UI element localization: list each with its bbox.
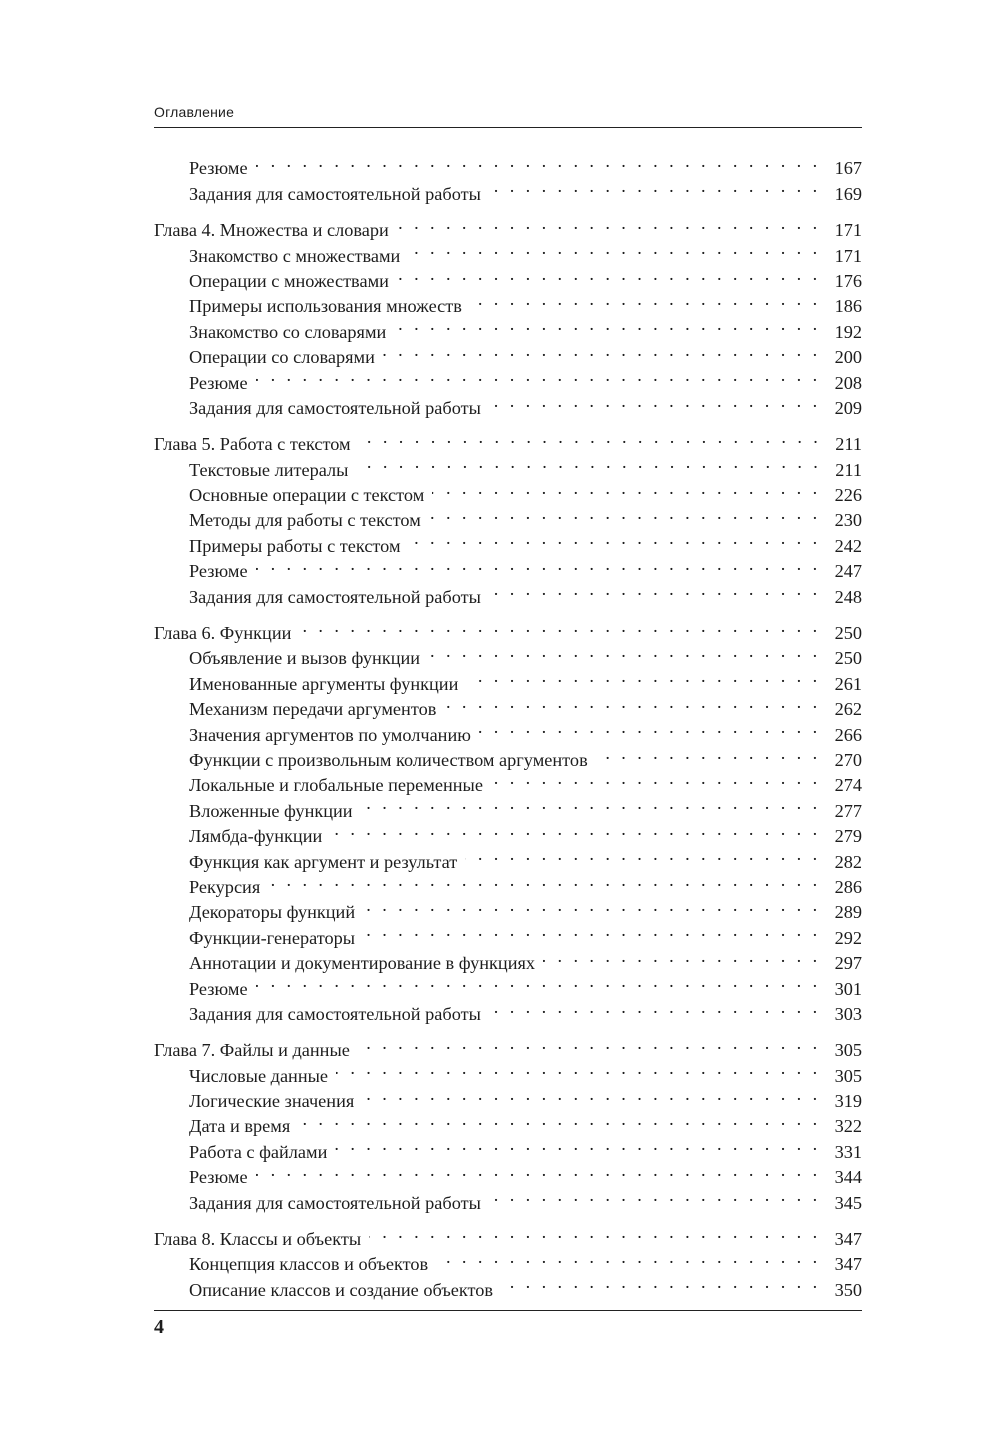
toc-entry-title: Концепция классов и объектов (189, 1252, 436, 1277)
toc-entry-title: Резюме (189, 977, 256, 1002)
dot-leader (394, 312, 820, 337)
dot-leader (470, 287, 821, 312)
toc-page-number: 305 (834, 1065, 862, 1086)
toc-entry-title: Описание классов и создание объектов (189, 1278, 501, 1303)
dot-leader (369, 1220, 820, 1245)
dot-leader (336, 1056, 821, 1081)
toc-page-number: 230 (834, 510, 862, 531)
toc-page-number: 277 (834, 800, 862, 821)
dot-leader (359, 425, 822, 450)
toc-entry (154, 389, 862, 418)
dot-leader (489, 995, 821, 1020)
toc-entry-title: Значения аргументов по умолчанию (189, 723, 479, 748)
toc-page-number: 171 (834, 220, 862, 241)
toc-entry-title: Знакомство с множествами (189, 244, 408, 269)
toc-entry (154, 363, 862, 393)
header-rule (154, 127, 862, 128)
dot-leader (489, 389, 821, 414)
toc-entry-title: Резюме (189, 371, 256, 396)
dot-leader (429, 501, 821, 526)
dot-leader (491, 766, 821, 791)
toc-page-number: 331 (834, 1141, 862, 1162)
dot-leader (256, 363, 821, 388)
toc-page-number: 250 (834, 623, 862, 644)
dot-leader (596, 741, 821, 766)
dot-leader (501, 1270, 821, 1295)
toc-page-number: 345 (834, 1192, 862, 1213)
toc-page-number: 347 (834, 1229, 862, 1250)
toc-page-number: 211 (835, 434, 862, 455)
toc-entry-title: Функции-генераторы (189, 926, 363, 951)
dot-leader (466, 664, 820, 689)
dot-leader (432, 476, 820, 501)
dot-leader (362, 1082, 820, 1107)
toc-chapter-title: Глава 5. Работа с текстом (154, 432, 359, 457)
toc-chapter-title: Глава 4. Множества и словари (154, 218, 397, 243)
toc-page-number: 322 (834, 1116, 862, 1137)
toc-page-number: 292 (834, 927, 862, 948)
toc-entry-title: Механизм передачи аргументов (189, 697, 444, 722)
toc-entry-title: Числовые данные (189, 1064, 336, 1089)
toc-entry-title: Объявление и вызов функции (189, 646, 428, 671)
toc-entry-title: Задания для самостоятельной работы (189, 1002, 489, 1027)
dot-leader (489, 1183, 821, 1208)
dot-leader (358, 1031, 821, 1056)
toc-page-number: 167 (834, 158, 862, 179)
dot-leader (256, 969, 821, 994)
toc-entry-title: Резюме (189, 559, 256, 584)
toc-page-number: 347 (834, 1254, 862, 1275)
toc-page-number: 274 (834, 775, 862, 796)
toc-entry-title: Задания для самостоятельной работы (189, 396, 489, 421)
toc-entry-title: Аннотации и документирование в функциях (189, 951, 543, 976)
toc-entry-title: Примеры работы с текстом (189, 534, 409, 559)
toc-page-number: 186 (834, 296, 862, 317)
dot-leader (335, 1132, 820, 1157)
toc-entry-title: Логические значения (189, 1089, 362, 1114)
dot-leader (489, 577, 821, 602)
toc-entry (154, 149, 862, 179)
toc-entry-title: Основные операции с текстом (189, 483, 432, 508)
dot-leader (268, 868, 820, 893)
toc-page-number: 261 (834, 673, 862, 694)
dot-leader (465, 842, 820, 867)
toc-entry-title: Вложенные функции (189, 799, 361, 824)
toc-entry (154, 995, 862, 1024)
dot-leader (256, 1158, 821, 1183)
dot-leader (356, 450, 821, 475)
toc-entry (154, 174, 862, 204)
dot-leader (543, 944, 821, 969)
toc-page-number: 242 (834, 535, 862, 556)
toc-page-number: 248 (834, 586, 862, 607)
toc-page-number: 211 (835, 459, 862, 480)
toc-entry-title: Задания для самостоятельной работы (189, 182, 489, 207)
toc-chapter-title: Глава 6. Функции (154, 621, 299, 646)
dot-leader (397, 211, 821, 236)
toc-page-number: 209 (834, 397, 862, 418)
toc-entry-title: Знакомство со словарями (189, 320, 394, 345)
table-of-contents (154, 149, 862, 1300)
toc-entry (154, 1183, 862, 1213)
toc-page-number: 262 (834, 699, 862, 720)
toc-entry (154, 552, 862, 582)
dot-leader (256, 149, 821, 174)
toc-entry-title: Функция как аргумент и результат (189, 850, 465, 875)
toc-page-number: 305 (834, 1040, 862, 1061)
toc-entry-title: Задания для самостоятельной работы (189, 1191, 489, 1216)
toc-entry-title: Функции с произвольным количеством аргументов (189, 748, 596, 773)
footer-rule (154, 1310, 862, 1311)
toc-page-number: 344 (834, 1167, 862, 1188)
toc-entry-title: Рекурсия (189, 875, 268, 900)
toc-chapter-title: Глава 7. Файлы и данные (154, 1038, 358, 1063)
toc-entry-title: Дата и время (189, 1114, 298, 1139)
running-header: Оглавление (154, 104, 235, 120)
toc-entry-title: Методы для работы с текстом (189, 508, 429, 533)
toc-page-number: 208 (834, 372, 862, 393)
toc-entry-title: Декораторы функций (189, 900, 363, 925)
dot-leader (383, 338, 821, 363)
toc-page-number: 289 (834, 902, 862, 923)
dot-leader (409, 526, 821, 551)
toc-entry-title: Резюме (189, 156, 256, 181)
dot-leader (436, 1245, 820, 1270)
dot-leader (298, 1107, 820, 1132)
dot-leader (428, 639, 821, 664)
toc-chapter (154, 614, 862, 644)
toc-page-number: 171 (834, 245, 862, 266)
dot-leader (330, 817, 820, 842)
dot-leader (489, 174, 821, 199)
toc-page-number: 319 (834, 1091, 862, 1112)
toc-chapter (154, 211, 862, 241)
toc-entry-title: Именованные аргументы функции (189, 672, 466, 697)
toc-page-number: 192 (834, 321, 862, 342)
toc-entry-title: Лямбда-функции (189, 824, 330, 849)
toc-chapter (154, 1220, 862, 1250)
toc-chapter (154, 425, 862, 455)
toc-page-number: 266 (834, 724, 862, 745)
dot-leader (397, 262, 821, 287)
toc-page-number: 303 (834, 1003, 862, 1024)
dot-leader (479, 715, 821, 740)
toc-entry (154, 577, 862, 607)
toc-page-number: 169 (834, 183, 862, 204)
toc-page-number: 282 (834, 851, 862, 872)
toc-entry-title: Текстовые литералы (189, 458, 356, 483)
toc-page-number: 247 (834, 561, 862, 582)
toc-entry-title: Резюме (189, 1165, 256, 1190)
toc-chapter (154, 1031, 862, 1061)
toc-page-number: 176 (834, 270, 862, 291)
toc-page-number: 279 (834, 826, 862, 847)
dot-leader (444, 690, 820, 715)
page-number: 4 (154, 1316, 164, 1338)
toc-page-number: 350 (834, 1279, 862, 1300)
toc-entry-title: Локальные и глобальные переменные (189, 773, 491, 798)
dot-leader (363, 918, 821, 943)
dot-leader (363, 893, 820, 918)
toc-entry (154, 969, 862, 999)
toc-page-number: 297 (834, 953, 862, 974)
toc-page-number: 200 (834, 347, 862, 368)
toc-entry-title: Операции со словарями (189, 345, 383, 370)
dot-leader (299, 614, 820, 639)
dot-leader (408, 236, 820, 261)
dot-leader (361, 791, 821, 816)
toc-page-number: 226 (834, 485, 862, 506)
toc-chapter-title: Глава 8. Классы и объекты (154, 1227, 369, 1252)
dot-leader (256, 552, 821, 577)
toc-entry-title: Примеры использования множеств (189, 294, 470, 319)
toc-entry (154, 1158, 862, 1188)
toc-page-number: 301 (834, 978, 862, 999)
toc-page-number: 250 (834, 648, 862, 669)
toc-page-number: 286 (834, 876, 862, 897)
toc-page-number: 270 (834, 749, 862, 770)
toc-entry-title: Задания для самостоятельной работы (189, 585, 489, 610)
toc-entry-title: Работа с файлами (189, 1140, 335, 1165)
toc-entry-title: Операции с множествами (189, 269, 397, 294)
